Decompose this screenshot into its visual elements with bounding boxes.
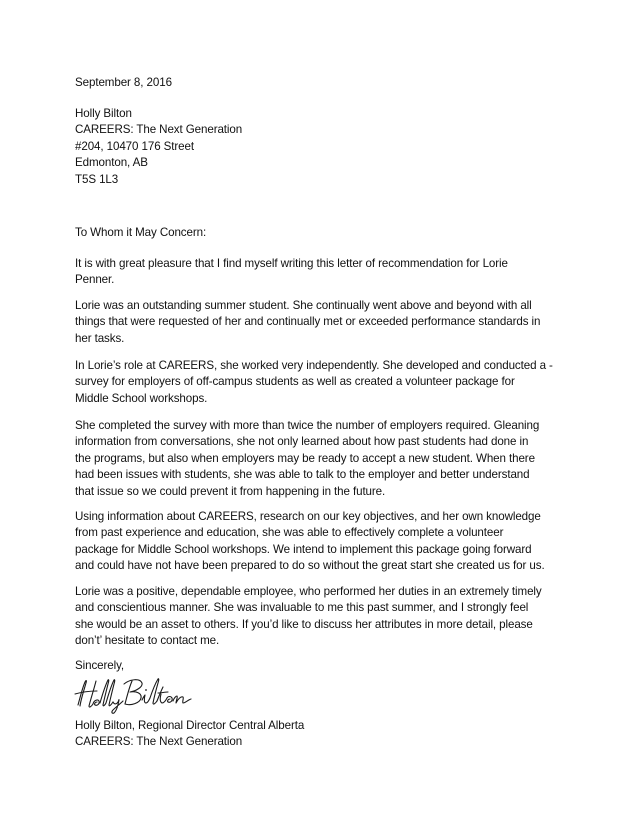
signer-block [75,718,575,751]
address-line: CAREERS: The Next Generation [75,123,243,137]
salutation-text: To Whom it May Concern: [75,226,207,239]
paragraph-line: her tasks. [75,331,125,345]
closing-text: Sincerely, [75,659,125,672]
paragraph-line: Lorie was an outstanding summer student. She continually went above and beyond with all [75,299,532,312]
address-line: Edmonton, AB [75,156,148,170]
paragraph-line: package for Middle School workshops. We intend to implement this package going forward [75,542,532,556]
paragraph-line: from past experience and education, she was able to effectively complete a volunteer [75,526,504,540]
paragraph-line: had been issues with students, she was able to talk to the employer and better understand [75,468,530,482]
paragraph-line: Lorie was a positive, dependable employee, who performed her duties in an extremely timely [75,585,542,598]
paragraph-5 [75,509,575,575]
paragraph-line: In Lorie’s role at CAREERS, she worked very independently. She developed and conducted a - [75,359,553,372]
paragraph-line: Penner. [75,273,115,287]
paragraph-2 [75,298,575,347]
address-line: T5S 1L3 [75,172,119,186]
paragraph-line: and conscientious manner. She was invaluable to me this past summer, and I strongly feel [75,601,529,615]
paragraph-line: information from conversations, she not only learned about how past students had done in [75,435,529,449]
paragraph-line: don’t’ hesitate to contact me. [75,634,220,648]
date-text: September 8, 2016 [75,76,172,89]
paragraph-1 [75,256,575,289]
paragraph-line: the programs, but also when employers may be ready to accept a new student. When there [75,451,535,465]
address-line: #204, 10470 176 Street [75,139,194,153]
paragraph-line: that issue so we could prevent it from happening in the future. [75,484,386,498]
sender-address [75,106,575,188]
signature-image [72,674,202,714]
paragraph-line: She completed the survey with more than twice the number of employers required. Gleaning [75,419,540,432]
paragraph-6 [75,584,575,650]
paragraph-line: and could have not have been prepared to do so without the great start she created us for us. [75,559,545,573]
paragraph-line: Middle School workshops. [75,391,208,405]
paragraph-line: survey for employers of off-campus students as well as created a volunteer package for [75,375,515,389]
paragraph-4 [75,418,575,500]
salutation [75,225,575,241]
paragraph-line: she would be an asset to others. If you’d like to discuss her attributes in more detail, please [75,617,533,631]
handwritten-signature [72,674,202,714]
closing [75,658,575,674]
signer-title: Holly Bilton, Regional Director Central Alberta [75,719,305,732]
paragraph-line: things that were requested of her and continually met or exceeded performance standards in [75,315,541,329]
address-line: Holly Bilton [75,107,132,120]
letter-date [75,75,575,91]
paragraph-line: It is with great pleasure that I find myself writing this letter of recommendation for Lorie [75,257,508,270]
paragraph-3 [75,358,575,407]
signer-organization: CAREERS: The Next Generation [75,735,243,749]
paragraph-line: Using information about CAREERS, research on our key objectives, and her own knowledge [75,510,541,523]
